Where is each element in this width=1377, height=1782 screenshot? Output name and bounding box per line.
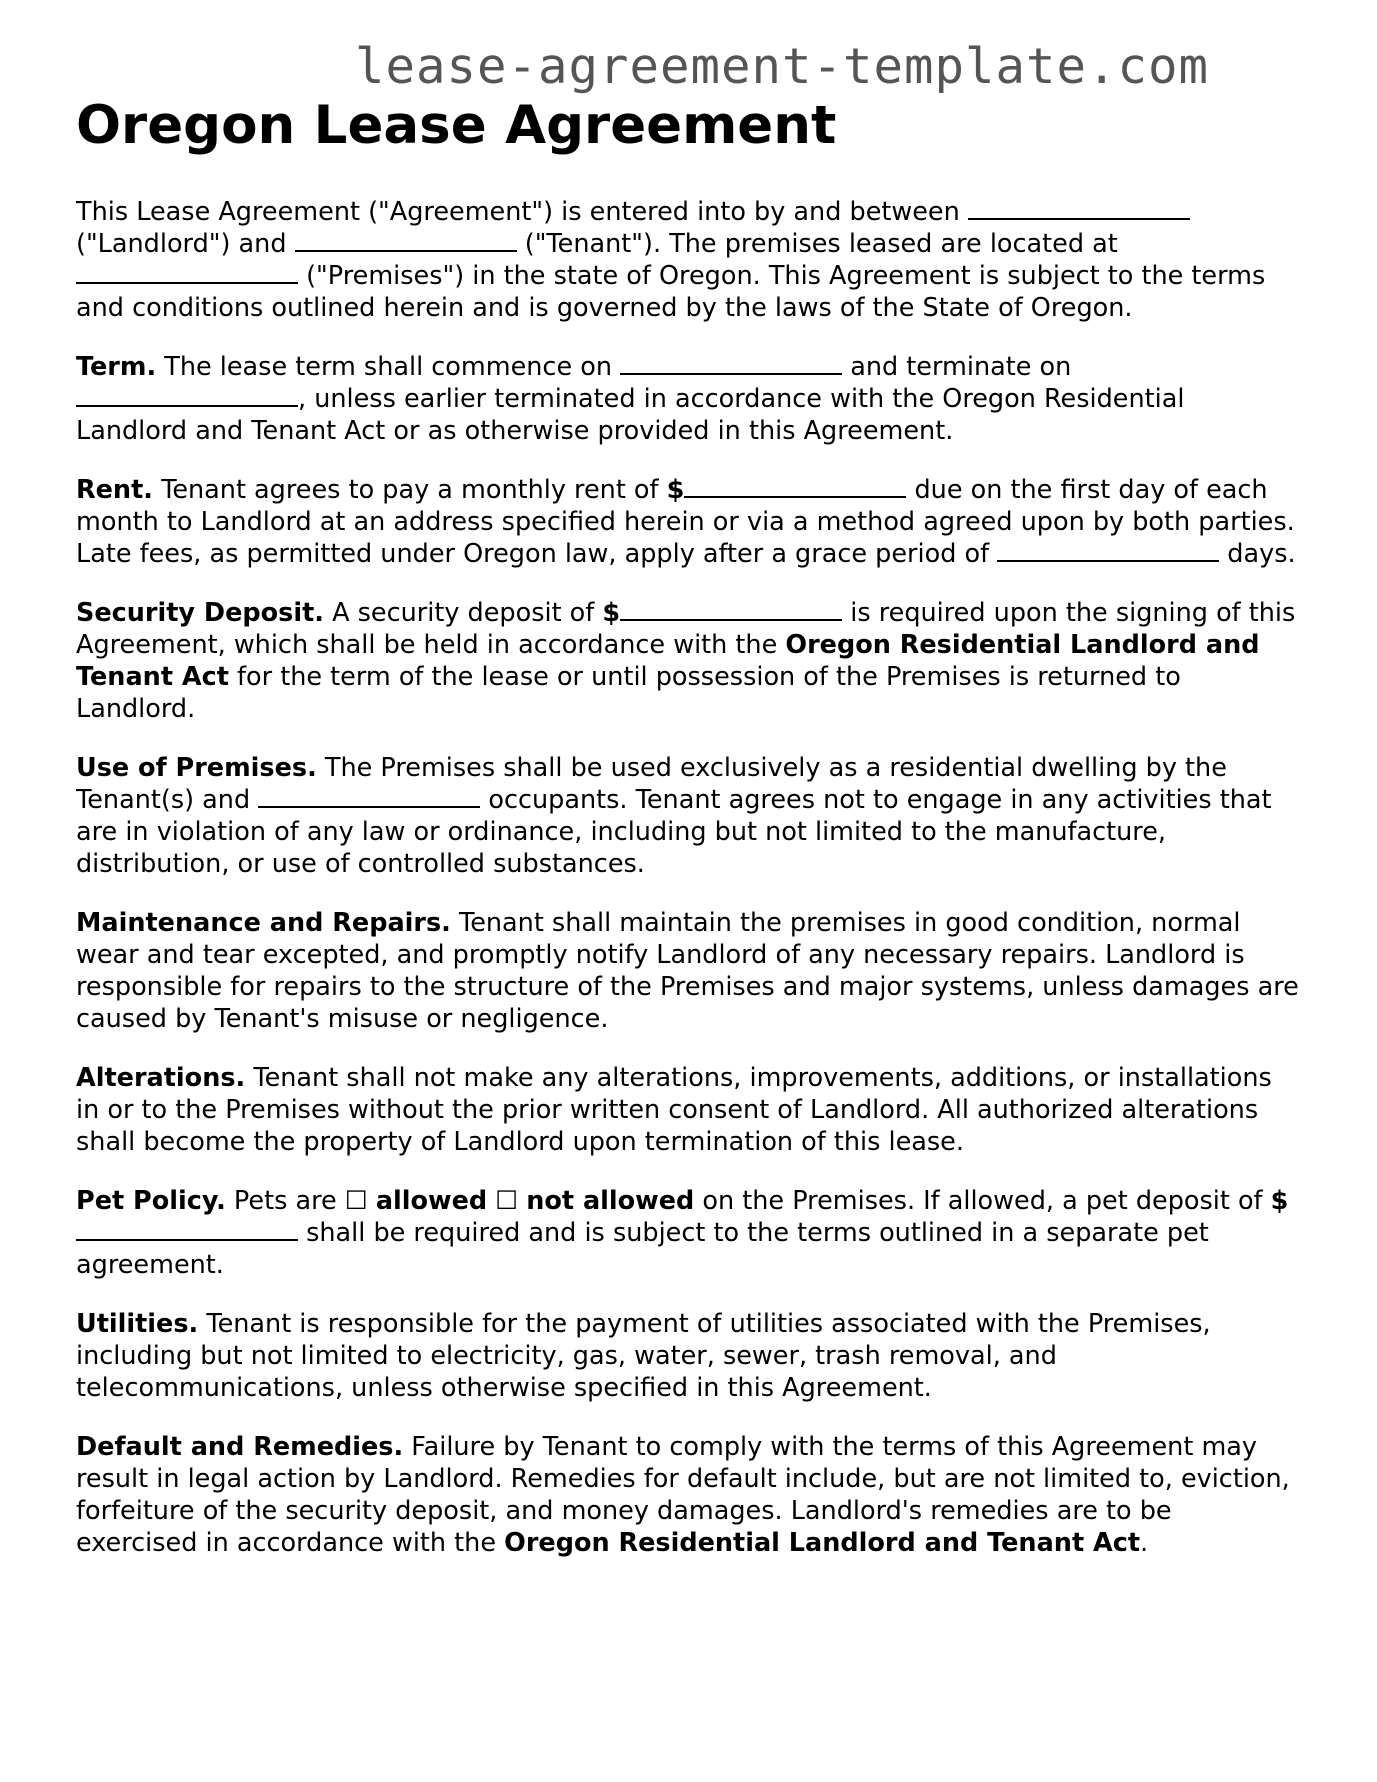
alterations-section: Alterations. Tenant shall not make any alterations, improvements, additions, or installations in or to the Premises without the prior written consent of Landlord. All authorized alterations shall become the property of Landlord upon termination of this lease. bbox=[76, 1063, 1272, 1157]
tenant-name-blank[interactable] bbox=[295, 228, 517, 252]
utilities-section: Utilities. Tenant is responsible for the payment of utilities associated with the Premises, including but not limited to electricity, gas, water, sewer, trash removal, and telecommunications, unless otherwise specified in this Agreement. bbox=[76, 1309, 1211, 1403]
dollar-sign: $ bbox=[1270, 1186, 1289, 1216]
utilities-heading: Utilities. bbox=[76, 1309, 199, 1339]
pet-deposit-blank[interactable] bbox=[76, 1217, 298, 1241]
security-deposit-heading: Security Deposit. bbox=[76, 598, 324, 628]
watermark: lease-agreement-template.com bbox=[355, 38, 1210, 95]
document-title: Oregon Lease Agreement bbox=[76, 95, 837, 156]
allowed-label: allowed bbox=[375, 1186, 488, 1216]
not-allowed-checkbox[interactable]: ☐ bbox=[495, 1186, 519, 1216]
rent-section: Rent. Tenant agrees to pay a monthly rent of $ due on the first day of each month to Landlord at an address specified herein or via a method agreed upon by both parties. Late fees, as permitted under Oregon law, apply after a grace period of days. bbox=[76, 475, 1296, 569]
alterations-heading: Alterations. bbox=[76, 1063, 246, 1093]
act-name: Oregon Residential Landlord and Tenant Act bbox=[504, 1528, 1141, 1558]
allowed-checkbox[interactable]: ☐ bbox=[344, 1186, 368, 1216]
dollar-sign: $ bbox=[602, 598, 621, 628]
lease-body bbox=[76, 196, 1301, 1586]
default-remedies-heading: Default and Remedies. bbox=[76, 1432, 404, 1462]
default-remedies-section: Default and Remedies. Failure by Tenant to comply with the terms of this Agreement may result in legal action by Landlord. Remedies for default include, but are not limited to, eviction, forfeiture of the security deposit, and money damages. Landlord's remedies are to be exercised in accordance with the Oregon Residential Landlord and Tenant Act. bbox=[76, 1432, 1290, 1558]
term-heading: Term. bbox=[76, 352, 157, 382]
start-date-blank[interactable] bbox=[620, 351, 842, 375]
occupants-blank[interactable] bbox=[258, 784, 480, 808]
grace-period-blank[interactable] bbox=[997, 538, 1219, 562]
not-allowed-label: not allowed bbox=[526, 1186, 695, 1216]
end-date-blank[interactable] bbox=[76, 383, 298, 407]
landlord-name-blank[interactable] bbox=[968, 196, 1190, 220]
dollar-sign: $ bbox=[666, 475, 685, 505]
deposit-amount-blank[interactable] bbox=[620, 597, 842, 621]
act-name: Oregon Residential Landlord and Tenant Act bbox=[76, 630, 1260, 692]
term-section: Term. The lease term shall commence on and terminate on , unless earlier terminated in accordance with the Oregon Residential Landlord and Tenant Act or as otherwise provided in this Agreement. bbox=[76, 352, 1185, 446]
use-of-premises-heading: Use of Premises. bbox=[76, 753, 317, 783]
use-of-premises-section: Use of Premises. The Premises shall be used exclusively as a residential dwelling by the Tenant(s) and occupants. Tenant agrees not to engage in any activities that are in violation of any law or ordinance, including but not limited to the manufacture, distribution, or use of controlled substances. bbox=[76, 753, 1272, 879]
security-deposit-section: Security Deposit. A security deposit of $ is required upon the signing of this Agreement, which shall be held in accordance with the Oregon Residential Landlord and Tenant Act for the term of the lease or until possession of the Premises is returned to Landlord. bbox=[76, 598, 1296, 724]
rent-heading: Rent. bbox=[76, 475, 153, 505]
maintenance-section: Maintenance and Repairs. Tenant shall maintain the premises in good condition, normal wear and tear excepted, and promptly notify Landlord of any necessary repairs. Landlord is responsible for repairs to the structure of the Premises and major systems, unless damages are caused by Tenant's misuse or negligence. bbox=[76, 908, 1299, 1034]
pet-policy-heading: Pet Policy. bbox=[76, 1186, 226, 1216]
monthly-rent-blank[interactable] bbox=[684, 474, 906, 498]
intro-paragraph: This Lease Agreement ("Agreement") is entered into by and between ("Landlord") and ("Tenant"). The premises leased are located at ("Premises") in the state of Oregon. This Agreement is subject to the terms and conditions outlined herein and is governed by the laws of the State of Oregon. bbox=[76, 197, 1266, 323]
maintenance-heading: Maintenance and Repairs. bbox=[76, 908, 451, 938]
pet-policy-section: Pet Policy. Pets are ☐ allowed ☐ not allowed on the Premises. If allowed, a pet deposit of $ shall be required and is subject to the terms outlined in a separate pet agreement. bbox=[76, 1186, 1289, 1280]
premises-address-blank[interactable] bbox=[76, 260, 298, 284]
